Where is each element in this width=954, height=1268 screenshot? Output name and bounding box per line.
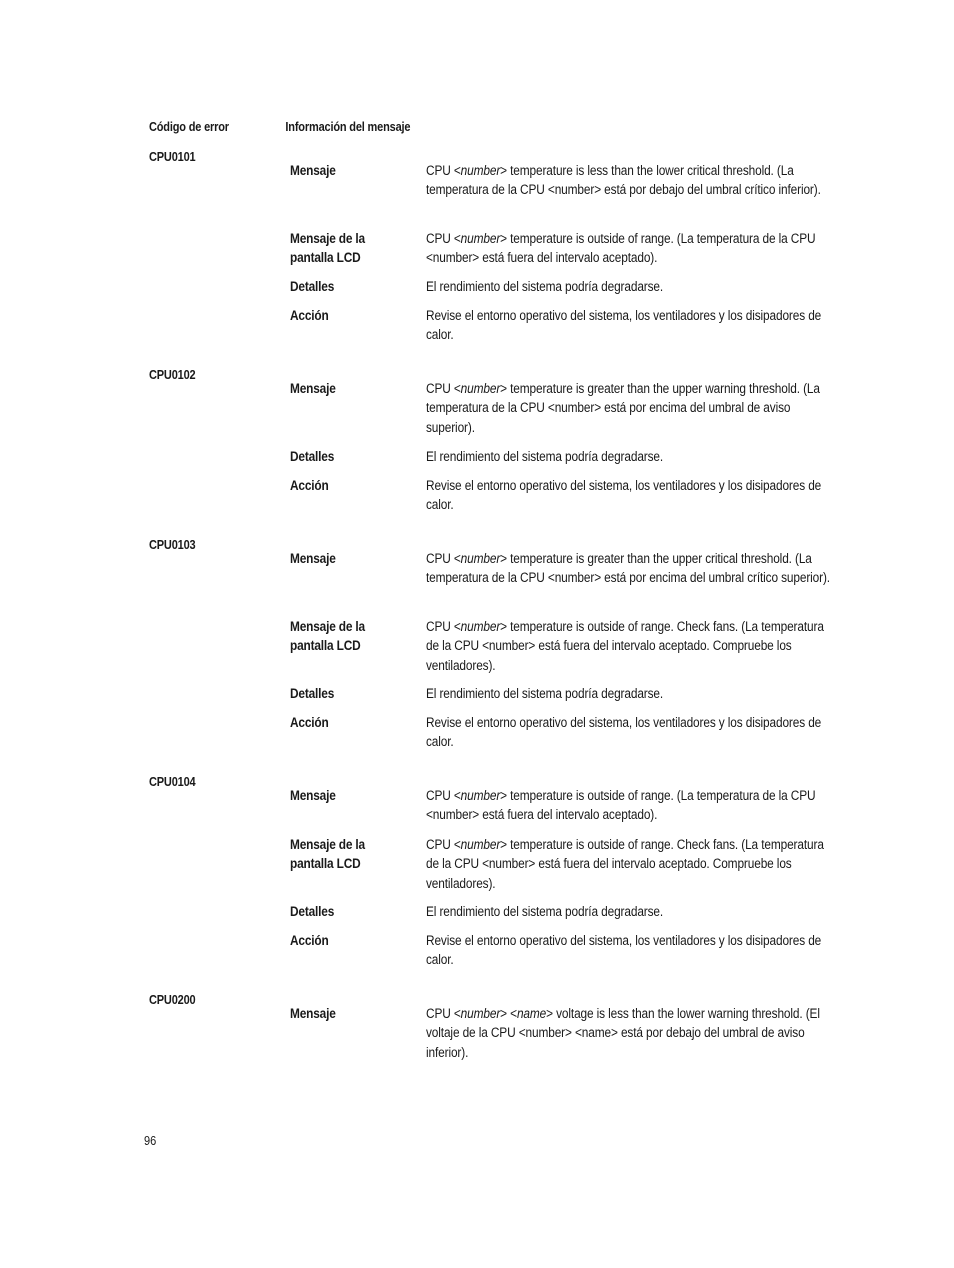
error-code: CPU0200 [149,993,196,1007]
row-value: Revise el entorno operativo del sistema, los ventiladores y los disipadores de calor. [426,933,822,968]
header-message-info: Información del mensaje [285,120,411,134]
error-code: CPU0103 [149,538,196,552]
row-value: CPU <number> temperature is outside of range. Check fans. (La temperatura de la CPU <number> está fuera del intervalo aceptado. Compruebe los ventiladores). [426,837,824,891]
row-value: El rendimiento del sistema podría degradarse. [426,686,664,701]
table-header [149,120,765,140]
error-code: CPU0102 [149,368,196,382]
row-value: CPU <number> <name> voltage is less than the lower warning threshold. (El voltaje de la CPU <number> <name> está por debajo del umbral de aviso inferior). [426,1006,820,1060]
row-label: Detalles [290,279,335,294]
row-value: El rendimiento del sistema podría degradarse. [426,449,664,464]
row-label: Detalles [290,449,335,464]
row-value: CPU <number> temperature is greater than the upper critical threshold. (La temperatura de la CPU <number> está por encima del umbral crítico superior). [426,551,830,586]
row-label: Acción [290,715,329,730]
row-value: CPU <number> temperature is greater than the upper warning threshold. (La temperatura de la CPU <number> está por encima del umbral de aviso superior). [426,381,820,435]
row-value: CPU <number> temperature is outside of range. (La temperatura de la CPU <number> está fuera del intervalo aceptado). [426,231,816,266]
row-label: Detalles [290,904,335,919]
row-label: Mensaje de la pantalla LCD [290,231,365,266]
row-label: Mensaje [290,381,336,396]
row-label: Mensaje de la pantalla LCD [290,619,365,654]
row-label: Mensaje [290,1006,336,1021]
row-value: CPU <number> temperature is outside of range. Check fans. (La temperatura de la CPU <number> está fuera del intervalo aceptado. Compruebe los ventiladores). [426,619,824,673]
error-code: CPU0101 [149,150,196,164]
row-label: Mensaje de la pantalla LCD [290,837,365,872]
row-value: Revise el entorno operativo del sistema, los ventiladores y los disipadores de calor. [426,308,822,343]
row-label: Mensaje [290,788,336,803]
row-label: Acción [290,933,329,948]
row-label: Mensaje [290,163,336,178]
row-value: Revise el entorno operativo del sistema, los ventiladores y los disipadores de calor. [426,478,822,513]
row-label: Acción [290,478,329,493]
row-value: CPU <number> temperature is less than the lower critical threshold. (La temperatura de la CPU <number> está por debajo del umbral crítico inferior). [426,163,821,198]
row-label: Acción [290,308,329,323]
row-value: CPU <number> temperature is outside of range. (La temperatura de la CPU <number> está fuera del intervalo aceptado). [426,788,816,823]
row-value: El rendimiento del sistema podría degradarse. [426,904,664,919]
row-label: Mensaje [290,551,336,566]
row-value: El rendimiento del sistema podría degradarse. [426,279,664,294]
page-number: 96 [144,1134,157,1148]
row-label: Detalles [290,686,335,701]
error-code: CPU0104 [149,775,196,789]
header-error-code: Código de error [149,120,229,134]
row-value: Revise el entorno operativo del sistema, los ventiladores y los disipadores de calor. [426,715,822,750]
